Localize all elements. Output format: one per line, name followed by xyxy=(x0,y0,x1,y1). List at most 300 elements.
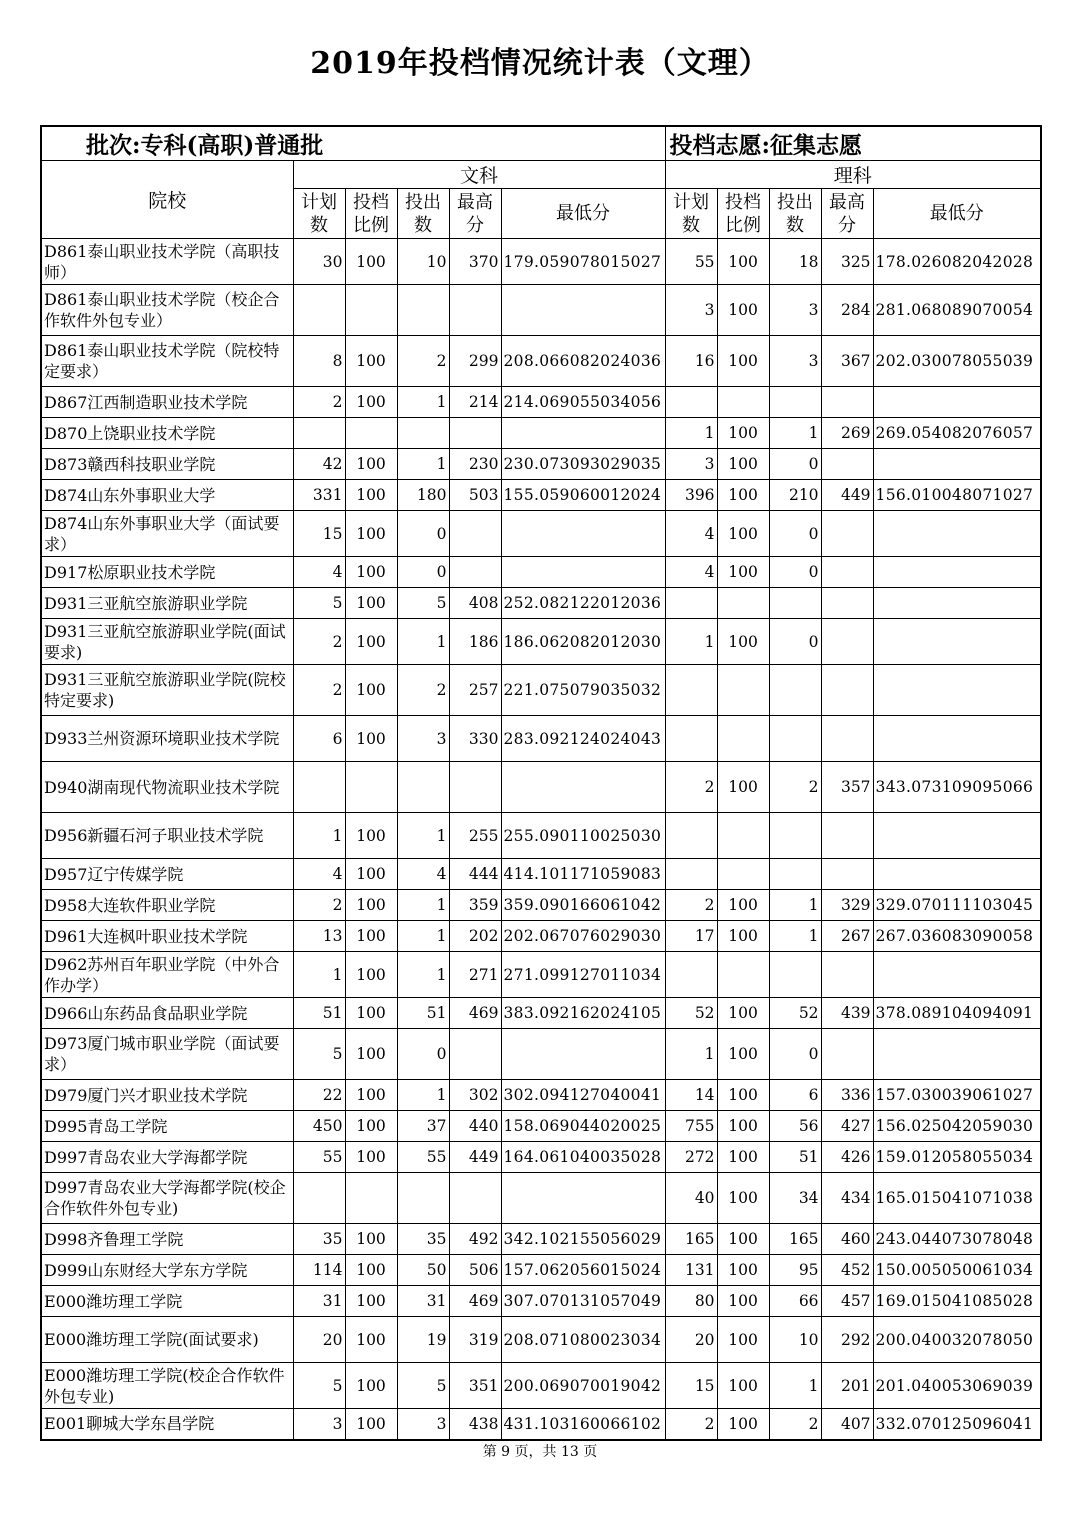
wen-max-cell xyxy=(449,557,501,588)
wen-max-cell: 255 xyxy=(449,813,501,859)
wen-max-cell: 408 xyxy=(449,588,501,619)
school-name: D973厦门城市职业学院（面试要求） xyxy=(41,1029,293,1080)
li-ratio-cell: 100 xyxy=(717,762,769,813)
wen-plan-cell: 331 xyxy=(293,480,345,511)
li-ratio-cell: 100 xyxy=(717,1080,769,1111)
li-out-cell xyxy=(769,387,821,418)
li-plan-cell: 4 xyxy=(665,511,717,557)
wen-min-cell xyxy=(501,762,665,813)
li-ratio-cell xyxy=(717,952,769,998)
table-row xyxy=(41,387,1041,418)
wen-min-cell: 208.071080023034 xyxy=(501,1317,665,1363)
wen-ratio-cell xyxy=(345,418,397,449)
wen-out-cell: 1 xyxy=(397,387,449,418)
li-ratio-cell xyxy=(717,716,769,762)
wen-ratio-cell: 100 xyxy=(345,480,397,511)
wen-out-cell: 19 xyxy=(397,1317,449,1363)
wen-min-cell: 164.061040035028 xyxy=(501,1142,665,1173)
li-max-cell xyxy=(821,511,873,557)
li-plan-cell xyxy=(665,387,717,418)
li-ratio-cell xyxy=(717,588,769,619)
li-min-cell xyxy=(873,449,1041,480)
table-row xyxy=(41,1317,1041,1363)
wen-plan-cell: 31 xyxy=(293,1286,345,1317)
wen-min-header: 最低分 xyxy=(501,189,665,239)
wen-plan-cell: 1 xyxy=(293,952,345,998)
wen-plan-cell: 5 xyxy=(293,1363,345,1409)
wen-min-cell: 157.062056015024 xyxy=(501,1255,665,1286)
li-ratio-cell: 100 xyxy=(717,1142,769,1173)
page-footer: 第 9 页，共 13 页 xyxy=(482,1444,598,1460)
li-ratio-cell: 100 xyxy=(717,480,769,511)
li-plan-cell xyxy=(665,588,717,619)
school-name: D957辽宁传媒学院 xyxy=(41,859,293,890)
wen-ratio-cell: 100 xyxy=(345,449,397,480)
li-out-cell xyxy=(769,716,821,762)
wen-ratio-cell: 100 xyxy=(345,1142,397,1173)
wen-ratio-cell: 100 xyxy=(345,716,397,762)
table-row xyxy=(41,762,1041,813)
li-plan-cell xyxy=(665,813,717,859)
volunteer-label: 投档志愿:征集志愿 xyxy=(665,126,1041,161)
li-min-cell: 178.026082042028 xyxy=(873,239,1041,285)
wen-max-cell: 503 xyxy=(449,480,501,511)
wen-plan-cell: 114 xyxy=(293,1255,345,1286)
li-max-cell: 267 xyxy=(821,921,873,952)
table-row xyxy=(41,418,1041,449)
li-out-cell: 34 xyxy=(769,1173,821,1224)
li-ratio-cell: 100 xyxy=(717,1255,769,1286)
li-min-cell: 332.070125096041 xyxy=(873,1409,1041,1440)
wen-ratio-cell: 100 xyxy=(345,1080,397,1111)
li-ratio-cell: 100 xyxy=(717,921,769,952)
wen-header: 文科 xyxy=(293,161,665,189)
li-min-cell xyxy=(873,952,1041,998)
page-title: 2019年投档情况统计表（文理） xyxy=(310,46,770,81)
li-min-cell: 267.036083090058 xyxy=(873,921,1041,952)
wen-plan-cell: 42 xyxy=(293,449,345,480)
wen-out-cell: 1 xyxy=(397,449,449,480)
wen-ratio-cell: 100 xyxy=(345,1363,397,1409)
wen-out-cell: 5 xyxy=(397,1363,449,1409)
wen-min-cell: 302.094127040041 xyxy=(501,1080,665,1111)
li-max-cell xyxy=(821,588,873,619)
table-row xyxy=(41,813,1041,859)
wen-ratio-cell: 100 xyxy=(345,952,397,998)
li-ratio-cell: 100 xyxy=(717,511,769,557)
wen-out-cell: 1 xyxy=(397,1080,449,1111)
school-name: D995青岛工学院 xyxy=(41,1111,293,1142)
wen-max-cell: 351 xyxy=(449,1363,501,1409)
li-min-cell: 157.030039061027 xyxy=(873,1080,1041,1111)
wen-min-cell: 155.059060012024 xyxy=(501,480,665,511)
wen-max-cell: 230 xyxy=(449,449,501,480)
wen-out-header: 投出数 xyxy=(397,189,449,239)
wen-plan-cell: 4 xyxy=(293,557,345,588)
li-min-cell xyxy=(873,588,1041,619)
wen-ratio-cell: 100 xyxy=(345,511,397,557)
li-min-cell: 156.025042059030 xyxy=(873,1111,1041,1142)
li-min-cell: 343.073109095066 xyxy=(873,762,1041,813)
wen-out-cell xyxy=(397,1173,449,1224)
li-min-header: 最低分 xyxy=(873,189,1041,239)
wen-max-cell: 469 xyxy=(449,1286,501,1317)
admission-table xyxy=(40,125,1042,1441)
wen-ratio-cell: 100 xyxy=(345,813,397,859)
li-out-cell: 0 xyxy=(769,557,821,588)
li-max-cell: 269 xyxy=(821,418,873,449)
wen-min-cell xyxy=(501,285,665,336)
wen-max-cell xyxy=(449,418,501,449)
wen-min-cell: 283.092124024043 xyxy=(501,716,665,762)
li-min-cell: 150.005050061034 xyxy=(873,1255,1041,1286)
wen-ratio-cell: 100 xyxy=(345,1286,397,1317)
li-ratio-cell xyxy=(717,387,769,418)
table-row xyxy=(41,716,1041,762)
li-out-cell xyxy=(769,859,821,890)
li-plan-cell: 15 xyxy=(665,1363,717,1409)
wen-plan-cell xyxy=(293,285,345,336)
li-ratio-cell: 100 xyxy=(717,1111,769,1142)
li-out-cell xyxy=(769,952,821,998)
wen-out-cell: 10 xyxy=(397,239,449,285)
li-min-cell: 378.089104094091 xyxy=(873,998,1041,1029)
li-plan-cell: 2 xyxy=(665,890,717,921)
wen-max-cell: 330 xyxy=(449,716,501,762)
wen-plan-header: 计划数 xyxy=(293,189,345,239)
wen-out-cell xyxy=(397,762,449,813)
wen-max-header: 最高分 xyxy=(449,189,501,239)
wen-max-cell xyxy=(449,1029,501,1080)
li-plan-cell: 55 xyxy=(665,239,717,285)
li-out-cell: 6 xyxy=(769,1080,821,1111)
li-plan-cell xyxy=(665,952,717,998)
school-name: D997青岛农业大学海都学院(校企合作软件外包专业) xyxy=(41,1173,293,1224)
table-row xyxy=(41,285,1041,336)
li-min-cell xyxy=(873,387,1041,418)
school-name: D861泰山职业技术学院（院校特定要求） xyxy=(41,336,293,387)
li-plan-cell: 52 xyxy=(665,998,717,1029)
school-name: D998齐鲁理工学院 xyxy=(41,1224,293,1255)
wen-max-cell xyxy=(449,285,501,336)
wen-max-cell: 359 xyxy=(449,890,501,921)
li-min-cell: 165.015041071038 xyxy=(873,1173,1041,1224)
li-max-cell xyxy=(821,665,873,716)
wen-min-cell: 252.082122012036 xyxy=(501,588,665,619)
table-row xyxy=(41,1173,1041,1224)
li-plan-cell: 272 xyxy=(665,1142,717,1173)
wen-plan-cell: 2 xyxy=(293,890,345,921)
wen-plan-cell: 30 xyxy=(293,239,345,285)
table-row xyxy=(41,952,1041,998)
wen-max-cell: 438 xyxy=(449,1409,501,1440)
wen-ratio-cell: 100 xyxy=(345,588,397,619)
wen-ratio-cell: 100 xyxy=(345,239,397,285)
wen-out-cell: 0 xyxy=(397,1029,449,1080)
wen-plan-cell: 5 xyxy=(293,588,345,619)
li-max-cell: 357 xyxy=(821,762,873,813)
li-plan-cell: 755 xyxy=(665,1111,717,1142)
wen-max-cell: 449 xyxy=(449,1142,501,1173)
li-out-cell: 51 xyxy=(769,1142,821,1173)
wen-plan-cell: 6 xyxy=(293,716,345,762)
li-plan-cell: 1 xyxy=(665,619,717,665)
wen-plan-cell: 13 xyxy=(293,921,345,952)
wen-out-cell: 1 xyxy=(397,813,449,859)
wen-ratio-cell: 100 xyxy=(345,921,397,952)
table-row xyxy=(41,588,1041,619)
school-name: D873赣西科技职业学院 xyxy=(41,449,293,480)
wen-plan-cell: 2 xyxy=(293,387,345,418)
li-min-cell: 200.040032078050 xyxy=(873,1317,1041,1363)
li-out-cell: 165 xyxy=(769,1224,821,1255)
wen-out-cell: 0 xyxy=(397,511,449,557)
wen-ratio-cell: 100 xyxy=(345,1029,397,1080)
li-ratio-cell xyxy=(717,859,769,890)
wen-plan-cell xyxy=(293,762,345,813)
li-ratio-cell: 100 xyxy=(717,336,769,387)
wen-ratio-cell: 100 xyxy=(345,619,397,665)
li-min-cell: 243.044073078048 xyxy=(873,1224,1041,1255)
wen-plan-cell: 5 xyxy=(293,1029,345,1080)
school-name: D870上饶职业技术学院 xyxy=(41,418,293,449)
school-header: 院校 xyxy=(41,161,293,239)
li-max-cell: 336 xyxy=(821,1080,873,1111)
wen-max-cell: 440 xyxy=(449,1111,501,1142)
wen-max-cell: 257 xyxy=(449,665,501,716)
li-plan-cell xyxy=(665,716,717,762)
li-max-cell: 460 xyxy=(821,1224,873,1255)
li-plan-cell: 1 xyxy=(665,418,717,449)
wen-max-cell: 302 xyxy=(449,1080,501,1111)
li-ratio-cell xyxy=(717,665,769,716)
school-name: D962苏州百年职业学院（中外合作办学） xyxy=(41,952,293,998)
wen-out-cell xyxy=(397,285,449,336)
wen-plan-cell: 15 xyxy=(293,511,345,557)
table-row xyxy=(41,1363,1041,1409)
wen-ratio-cell: 100 xyxy=(345,859,397,890)
li-out-cell: 95 xyxy=(769,1255,821,1286)
table-row xyxy=(41,449,1041,480)
wen-ratio-cell xyxy=(345,762,397,813)
wen-max-cell: 214 xyxy=(449,387,501,418)
li-max-cell: 329 xyxy=(821,890,873,921)
li-plan-cell: 14 xyxy=(665,1080,717,1111)
li-max-cell: 449 xyxy=(821,480,873,511)
li-min-cell: 156.010048071027 xyxy=(873,480,1041,511)
wen-ratio-cell: 100 xyxy=(345,387,397,418)
wen-min-cell: 221.075079035032 xyxy=(501,665,665,716)
li-ratio-cell: 100 xyxy=(717,890,769,921)
li-out-cell: 2 xyxy=(769,1409,821,1440)
li-min-cell: 269.054082076057 xyxy=(873,418,1041,449)
li-out-cell: 52 xyxy=(769,998,821,1029)
li-min-cell: 281.068089070054 xyxy=(873,285,1041,336)
li-max-cell: 457 xyxy=(821,1286,873,1317)
table-row xyxy=(41,619,1041,665)
wen-max-cell: 319 xyxy=(449,1317,501,1363)
li-max-cell: 201 xyxy=(821,1363,873,1409)
wen-max-cell: 370 xyxy=(449,239,501,285)
wen-plan-cell: 22 xyxy=(293,1080,345,1111)
li-plan-cell: 3 xyxy=(665,449,717,480)
li-plan-cell: 3 xyxy=(665,285,717,336)
table-row xyxy=(41,511,1041,557)
li-out-cell: 10 xyxy=(769,1317,821,1363)
wen-ratio-cell: 100 xyxy=(345,1317,397,1363)
li-plan-cell xyxy=(665,665,717,716)
li-plan-cell: 16 xyxy=(665,336,717,387)
wen-min-cell xyxy=(501,511,665,557)
li-ratio-cell: 100 xyxy=(717,619,769,665)
li-out-cell xyxy=(769,813,821,859)
li-max-cell: 452 xyxy=(821,1255,873,1286)
wen-ratio-cell: 100 xyxy=(345,1255,397,1286)
wen-max-cell: 492 xyxy=(449,1224,501,1255)
wen-out-cell: 31 xyxy=(397,1286,449,1317)
wen-min-cell: 414.101171059083 xyxy=(501,859,665,890)
wen-plan-cell: 2 xyxy=(293,665,345,716)
wen-out-cell: 35 xyxy=(397,1224,449,1255)
table-row xyxy=(41,239,1041,285)
wen-max-cell: 271 xyxy=(449,952,501,998)
li-min-cell xyxy=(873,1029,1041,1080)
wen-out-cell: 5 xyxy=(397,588,449,619)
wen-ratio-cell: 100 xyxy=(345,1224,397,1255)
li-min-cell xyxy=(873,557,1041,588)
wen-max-cell xyxy=(449,1173,501,1224)
wen-out-cell: 50 xyxy=(397,1255,449,1286)
li-plan-cell: 2 xyxy=(665,1409,717,1440)
school-name: D956新疆石河子职业技术学院 xyxy=(41,813,293,859)
wen-out-cell: 180 xyxy=(397,480,449,511)
li-min-cell: 159.012058055034 xyxy=(873,1142,1041,1173)
li-ratio-cell: 100 xyxy=(717,239,769,285)
li-max-cell xyxy=(821,557,873,588)
school-name: E000潍坊理工学院(面试要求) xyxy=(41,1317,293,1363)
wen-min-cell: 383.092162024105 xyxy=(501,998,665,1029)
li-max-cell: 292 xyxy=(821,1317,873,1363)
li-max-header: 最高分 xyxy=(821,189,873,239)
wen-plan-cell: 8 xyxy=(293,336,345,387)
wen-ratio-cell xyxy=(345,1173,397,1224)
li-min-cell xyxy=(873,665,1041,716)
wen-ratio-cell: 100 xyxy=(345,557,397,588)
li-ratio-cell: 100 xyxy=(717,1286,769,1317)
wen-out-cell: 3 xyxy=(397,1409,449,1440)
li-out-cell xyxy=(769,588,821,619)
wen-min-cell xyxy=(501,557,665,588)
table-row xyxy=(41,890,1041,921)
wen-plan-cell: 3 xyxy=(293,1409,345,1440)
table-row xyxy=(41,1286,1041,1317)
li-ratio-cell: 100 xyxy=(717,557,769,588)
school-name: D874山东外事职业大学 xyxy=(41,480,293,511)
li-min-cell: 202.030078055039 xyxy=(873,336,1041,387)
li-out-cell: 66 xyxy=(769,1286,821,1317)
li-plan-cell: 20 xyxy=(665,1317,717,1363)
wen-ratio-cell xyxy=(345,285,397,336)
wen-ratio-cell: 100 xyxy=(345,336,397,387)
wen-plan-cell: 35 xyxy=(293,1224,345,1255)
wen-out-cell: 2 xyxy=(397,336,449,387)
wen-max-cell: 469 xyxy=(449,998,501,1029)
table-row xyxy=(41,665,1041,716)
wen-plan-cell: 2 xyxy=(293,619,345,665)
li-ratio-cell: 100 xyxy=(717,285,769,336)
wen-out-cell: 1 xyxy=(397,921,449,952)
li-max-cell: 426 xyxy=(821,1142,873,1173)
wen-out-cell: 55 xyxy=(397,1142,449,1173)
school-name: E000潍坊理工学院 xyxy=(41,1286,293,1317)
li-out-cell: 1 xyxy=(769,1363,821,1409)
wen-plan-cell: 20 xyxy=(293,1317,345,1363)
li-ratio-cell: 100 xyxy=(717,418,769,449)
li-max-cell xyxy=(821,952,873,998)
li-out-cell: 0 xyxy=(769,449,821,480)
li-min-cell xyxy=(873,619,1041,665)
li-out-cell: 0 xyxy=(769,1029,821,1080)
school-name: D931三亚航空旅游职业学院(面试要求) xyxy=(41,619,293,665)
wen-ratio-cell: 100 xyxy=(345,890,397,921)
wen-plan-cell: 51 xyxy=(293,998,345,1029)
school-name: E000潍坊理工学院(校企合作软件外包专业) xyxy=(41,1363,293,1409)
table-row xyxy=(41,1029,1041,1080)
school-name: D997青岛农业大学海都学院 xyxy=(41,1142,293,1173)
wen-min-cell xyxy=(501,1173,665,1224)
li-plan-cell: 4 xyxy=(665,557,717,588)
school-name: D999山东财经大学东方学院 xyxy=(41,1255,293,1286)
li-out-cell xyxy=(769,665,821,716)
table-row xyxy=(41,1255,1041,1286)
li-ratio-cell: 100 xyxy=(717,998,769,1029)
li-max-cell xyxy=(821,859,873,890)
li-max-cell xyxy=(821,716,873,762)
table-row xyxy=(41,336,1041,387)
li-max-cell xyxy=(821,387,873,418)
wen-min-cell: 271.099127011034 xyxy=(501,952,665,998)
table-row xyxy=(41,480,1041,511)
table-row xyxy=(41,1224,1041,1255)
li-plan-cell xyxy=(665,859,717,890)
table-row xyxy=(41,998,1041,1029)
wen-min-cell: 179.059078015027 xyxy=(501,239,665,285)
li-ratio-cell: 100 xyxy=(717,1029,769,1080)
wen-ratio-header: 投档比例 xyxy=(345,189,397,239)
table-row xyxy=(41,1111,1041,1142)
table-row xyxy=(41,859,1041,890)
school-name: D966山东药品食品职业学院 xyxy=(41,998,293,1029)
li-max-cell: 439 xyxy=(821,998,873,1029)
li-out-cell: 1 xyxy=(769,921,821,952)
li-plan-cell: 1 xyxy=(665,1029,717,1080)
li-max-cell: 325 xyxy=(821,239,873,285)
wen-out-cell: 4 xyxy=(397,859,449,890)
li-out-cell: 210 xyxy=(769,480,821,511)
li-max-cell xyxy=(821,619,873,665)
li-plan-cell: 131 xyxy=(665,1255,717,1286)
li-header: 理科 xyxy=(665,161,1041,189)
wen-max-cell: 202 xyxy=(449,921,501,952)
li-out-cell: 0 xyxy=(769,619,821,665)
li-min-cell xyxy=(873,511,1041,557)
wen-min-cell: 186.062082012030 xyxy=(501,619,665,665)
table-row xyxy=(41,557,1041,588)
wen-max-cell: 186 xyxy=(449,619,501,665)
school-name: D874山东外事职业大学（面试要求） xyxy=(41,511,293,557)
school-name: D861泰山职业技术学院（校企合作软件外包专业） xyxy=(41,285,293,336)
li-max-cell xyxy=(821,449,873,480)
